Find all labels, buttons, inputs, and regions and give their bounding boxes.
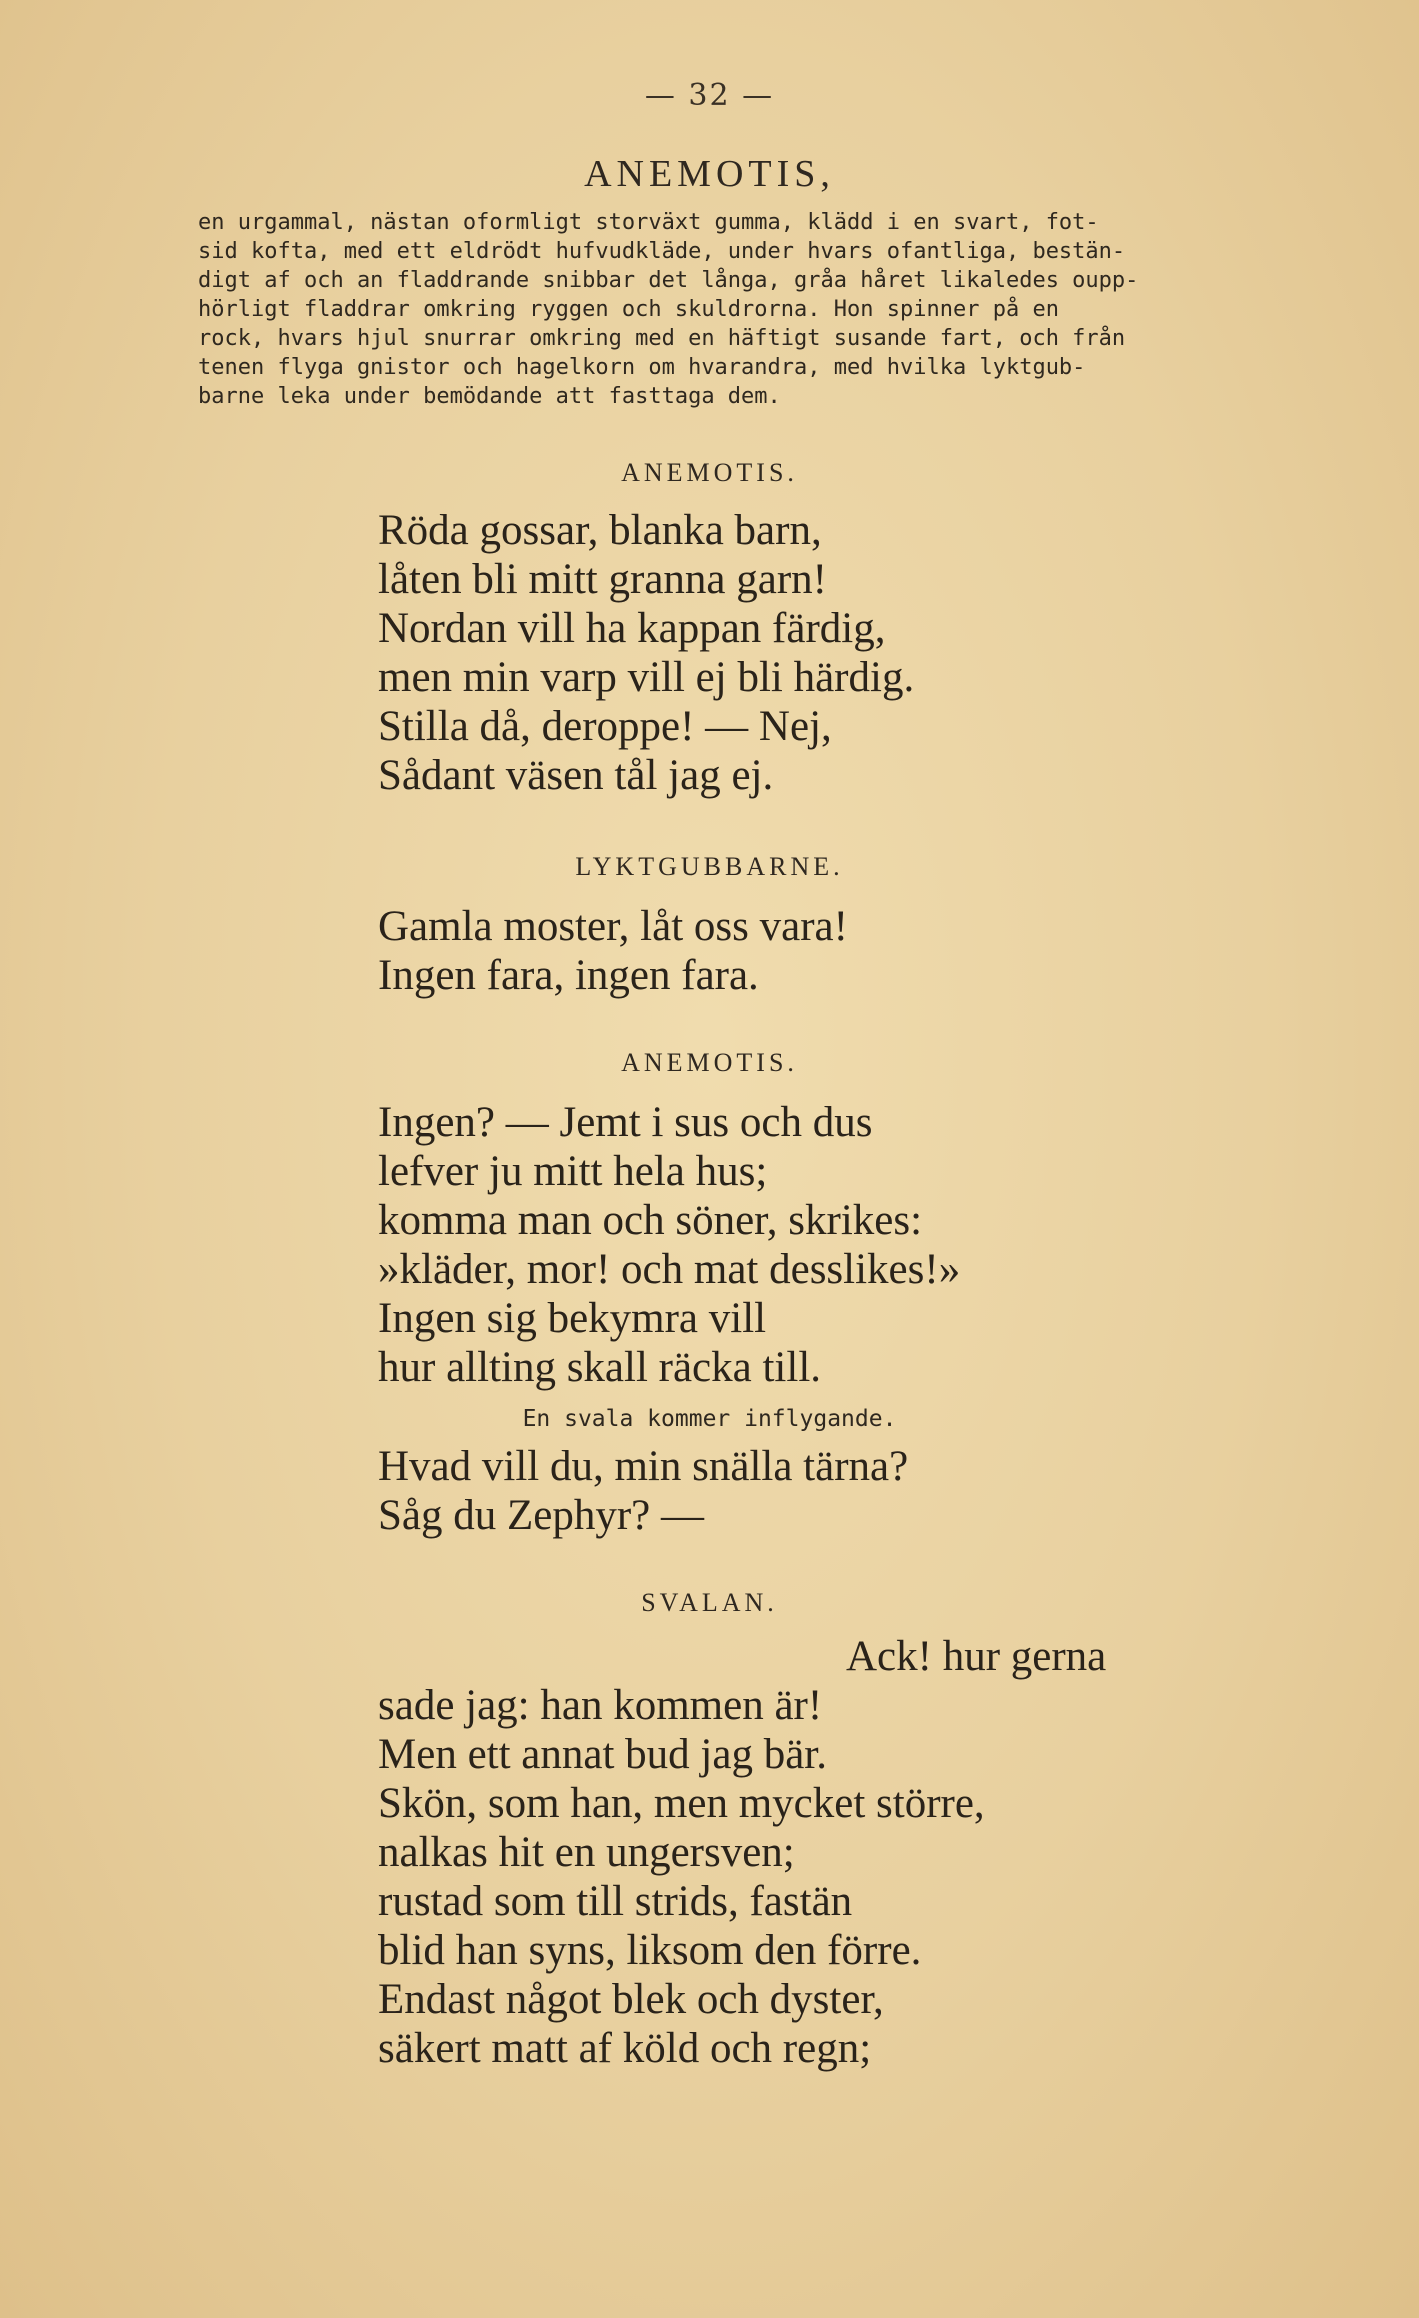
verse-line: Nordan vill ha kappan färdig,	[378, 605, 886, 652]
verse-line: men min varp vill ej bli härdig.	[378, 654, 915, 701]
speaker-name: ANEMOTIS.	[621, 458, 798, 487]
verse-line: hur allting skall räcka till.	[378, 1344, 822, 1391]
stage-direction: En svala kommer inflygande.	[522, 1406, 897, 1432]
speaker-name: LYKTGUBBARNE.	[575, 852, 844, 881]
description-line: sid kofta, med ett eldrödt hufvudkläde, under hvars ofantliga, bestän-	[198, 239, 1126, 264]
verse-line: säkert matt af köld och regn;	[378, 2025, 872, 2072]
description-line: en urgammal, nästan oformligt storväxt gumma, klädd i en svart, fot-	[198, 210, 1099, 235]
verse-line: Röda gossar, blanka barn,	[378, 507, 822, 554]
verse-stanza	[378, 506, 1328, 800]
description-line: rock, hvars hjul snurrar omkring med en häftigt susande fart, och från	[198, 326, 1126, 351]
verse-stanza	[378, 1442, 1328, 1540]
verse-line: »kläder, mor! och mat desslikes!»	[378, 1246, 961, 1293]
verse-stanza	[378, 902, 1328, 1000]
verse-line: låten bli mitt granna garn!	[378, 556, 827, 603]
description-line: hörligt fladdrar omkring ryggen och skuldrorna. Hon spinner på en	[198, 297, 1059, 322]
verse-line: Sådant väsen tål jag ej.	[378, 752, 774, 799]
verse-stanza	[378, 1632, 1328, 2073]
verse-line: Ingen? — Jemt i sus och dus	[378, 1099, 873, 1146]
speaker-name: SVALAN.	[641, 1588, 778, 1617]
verse-line: lefver ju mitt hela hus;	[378, 1148, 768, 1195]
verse-line: Gamla moster, låt oss vara!	[378, 903, 848, 950]
character-heading: ANEMOTIS,	[584, 153, 835, 195]
page-number: — 32 —	[644, 78, 775, 113]
verse-line: Hvad vill du, min snälla tärna?	[378, 1443, 909, 1490]
verse-line: blid han syns, liksom den förre.	[378, 1927, 922, 1974]
description-line: tenen flyga gnistor och hagelkorn om hvarandra, med hvilka lyktgub-	[198, 355, 1086, 380]
description-line: digt af och an fladdrande snibbar det långa, gråa håret likaledes oupp-	[198, 268, 1139, 293]
verse-line: rustad som till strids, fastän	[378, 1878, 853, 1925]
verse-line: Ack! hur gerna	[846, 1633, 1107, 1680]
speaker-name: ANEMOTIS.	[621, 1048, 798, 1077]
verse-stanza	[378, 1098, 1328, 1392]
verse-line: Stilla då, deroppe! — Nej,	[378, 703, 832, 750]
stage-description	[198, 208, 1304, 411]
verse-line: komma man och söner, skrikes:	[378, 1197, 923, 1244]
verse-line: Såg du Zephyr? —	[378, 1492, 705, 1539]
verse-line: Endast något blek och dyster,	[378, 1976, 884, 2023]
verse-line: Ingen sig bekymra vill	[378, 1295, 767, 1342]
verse-line: sade jag: han kommen är!	[378, 1682, 823, 1729]
description-line: barne leka under bemödande att fasttaga dem.	[198, 384, 781, 409]
verse-line: Skön, som han, men mycket större,	[378, 1780, 985, 1827]
verse-line: Men ett annat bud jag bär.	[378, 1731, 827, 1778]
verse-line: nalkas hit en ungersven;	[378, 1829, 795, 1876]
verse-line: Ingen fara, ingen fara.	[378, 952, 759, 999]
